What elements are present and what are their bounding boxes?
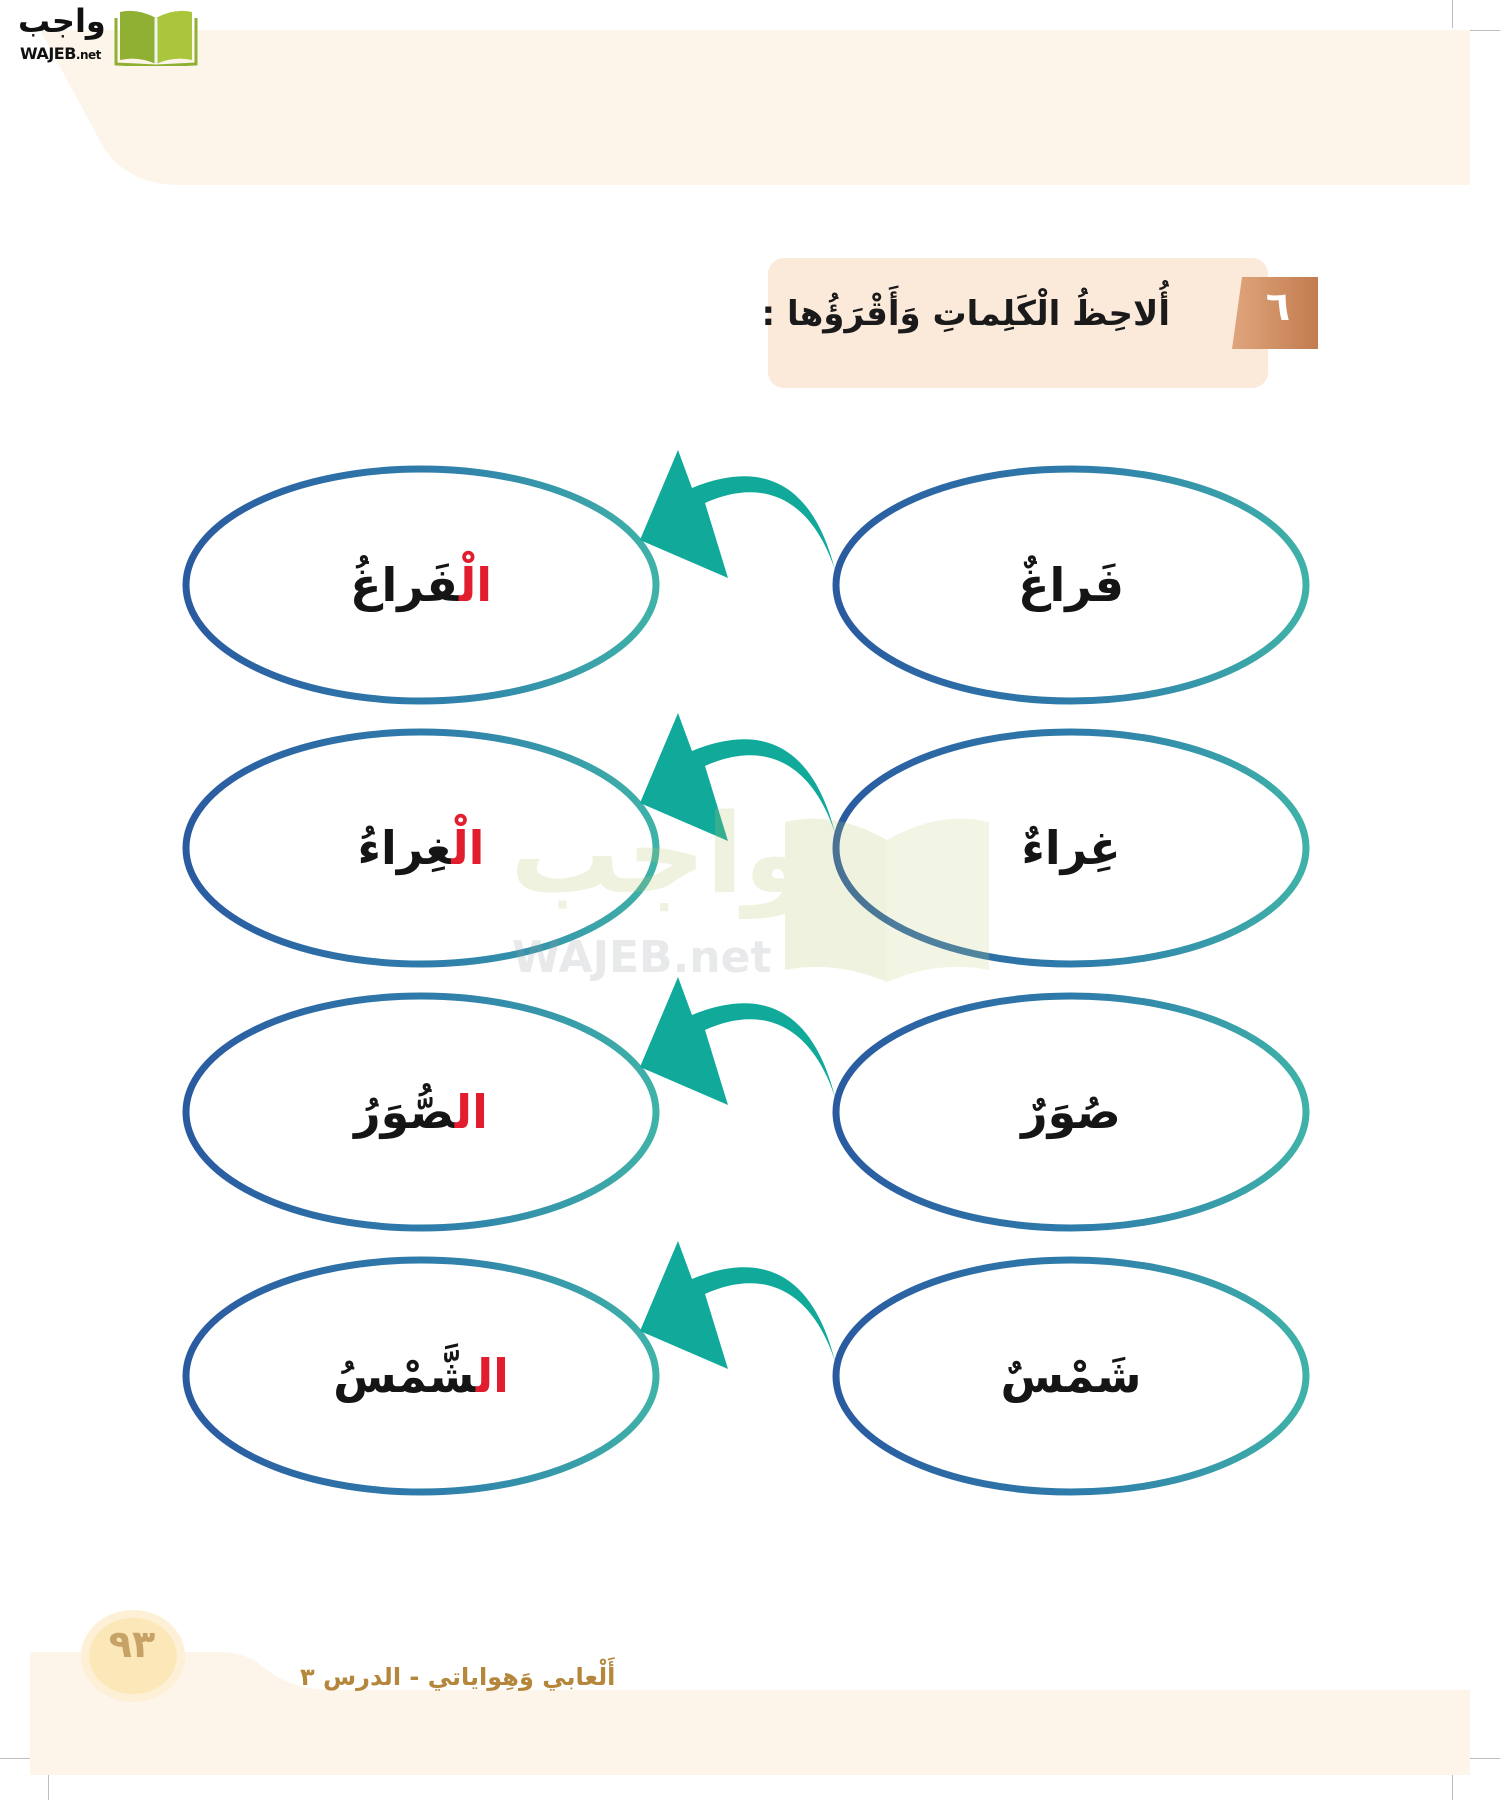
- instruction-text: أُلاحِظُ الْكَلِماتِ وَأَقْرَؤُها :: [761, 294, 1170, 334]
- exercise-number: ٦: [1265, 284, 1291, 330]
- definite-article: الْ: [458, 558, 492, 612]
- footer-band: [0, 1640, 1500, 1780]
- logo-latin-text: WAJEB.net: [20, 44, 101, 63]
- watermark: [500, 790, 1020, 990]
- definite-word: الصُّوَرُ: [354, 1085, 488, 1139]
- footer-lesson-title: أَلْعابي وَهِواياتي - الدرس ٣: [300, 1663, 616, 1691]
- base-word: فَراغٌ: [1018, 558, 1124, 612]
- watermark-latin: WAJEB.net: [512, 932, 772, 983]
- definite-word: الْفَراغُ: [350, 558, 492, 612]
- arrow-icon: [640, 977, 835, 1105]
- base-word: غِراءٌ: [1021, 821, 1121, 875]
- definite-article: ال: [475, 1349, 509, 1403]
- definite-word: الْغِراءُ: [357, 821, 485, 875]
- base-word: شَمْسٌ: [1000, 1349, 1142, 1403]
- arrow-icon: [640, 450, 835, 578]
- definite-article: ال: [454, 1085, 488, 1139]
- book-icon: [775, 810, 1000, 985]
- definite-word: الشَّمْسُ: [333, 1349, 509, 1403]
- watermark-arabic: واجب: [510, 790, 812, 918]
- page-number: ٩٣: [108, 1622, 156, 1666]
- definite-article: الْ: [451, 821, 485, 875]
- logo-arabic-text: واجب: [18, 2, 106, 40]
- base-word: صُوَرٌ: [1021, 1085, 1121, 1139]
- arrow-icon: [640, 1241, 835, 1369]
